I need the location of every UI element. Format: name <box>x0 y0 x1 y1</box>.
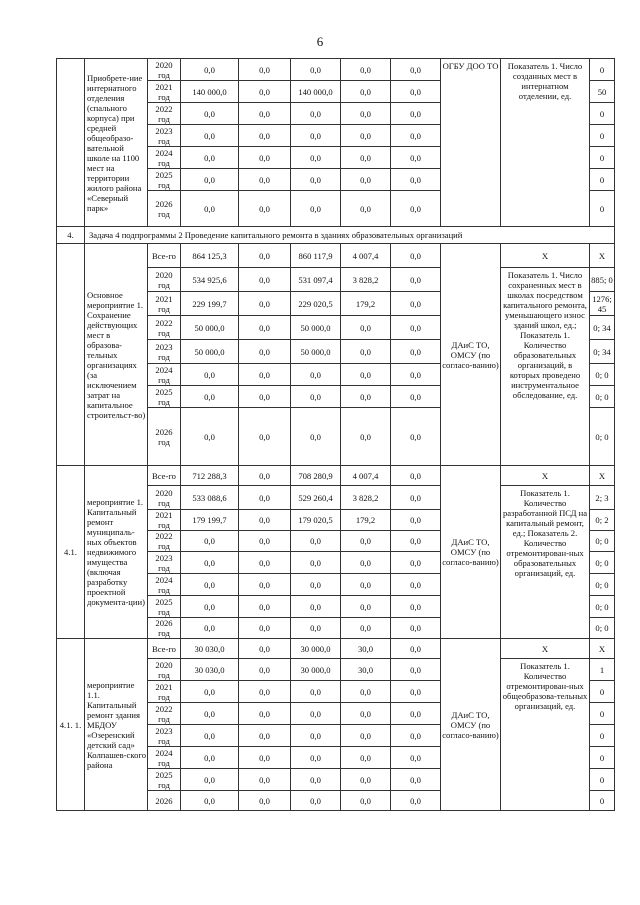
amount-cell: 0,0 <box>239 531 291 552</box>
year-cell: 2022 год <box>148 316 181 340</box>
amount-cell: 0,0 <box>391 292 441 316</box>
indicator-value: 0 <box>590 703 615 725</box>
indicator-value: Х <box>590 466 615 486</box>
amount-cell: 0,0 <box>391 268 441 292</box>
amount-cell: 0,0 <box>181 703 239 725</box>
amount-cell: 0,0 <box>391 703 441 725</box>
amount-cell: 0,0 <box>239 618 291 639</box>
year-cell: 2026 год <box>148 618 181 639</box>
amount-cell: 0,0 <box>291 574 341 596</box>
amount-cell: 0,0 <box>239 574 291 596</box>
indicator-value: 1276; 45 <box>590 292 615 316</box>
amount-cell: 0,0 <box>391 147 441 169</box>
amount-cell: 0,0 <box>181 103 239 125</box>
indicator-value: 0; 34 <box>590 316 615 340</box>
amount-cell: 179,2 <box>341 510 391 531</box>
amount-cell: 50 000,0 <box>291 316 341 340</box>
amount-cell: 0,0 <box>239 147 291 169</box>
amount-cell: 0,0 <box>239 681 291 703</box>
amount-cell: 0,0 <box>291 703 341 725</box>
indicator-value: 0 <box>590 747 615 769</box>
amount-cell: 0,0 <box>341 725 391 747</box>
year-cell: 2022 год <box>148 103 181 125</box>
amount-cell: 864 125,3 <box>181 244 239 268</box>
row-number <box>57 244 85 466</box>
indicator-value: 0; 0 <box>590 552 615 574</box>
amount-cell: 0,0 <box>291 191 341 227</box>
amount-cell: 0,0 <box>239 81 291 103</box>
year-cell: 2025 год <box>148 769 181 791</box>
amount-cell: 0,0 <box>391 244 441 268</box>
amount-cell: 0,0 <box>239 244 291 268</box>
amount-cell: 0,0 <box>341 364 391 386</box>
amount-cell: 0,0 <box>391 596 441 618</box>
year-cell: 2023 год <box>148 725 181 747</box>
indicator-value: 0; 0 <box>590 408 615 466</box>
amount-cell: 0,0 <box>291 552 341 574</box>
amount-cell: 0,0 <box>341 147 391 169</box>
amount-cell: 0,0 <box>391 531 441 552</box>
amount-cell: 0,0 <box>341 81 391 103</box>
amount-cell: 50 000,0 <box>181 316 239 340</box>
row-number: 4.1. 1. <box>57 639 85 811</box>
indicator-x: Х <box>501 244 590 268</box>
amount-cell: 0,0 <box>239 747 291 769</box>
amount-cell: 30 000,0 <box>291 639 341 659</box>
year-cell: 2022 год <box>148 703 181 725</box>
measure-name: Приобрете-ние интернатного отделения (спального корпуса) при средней общеобразо-вательной школе на 1100 мест на территории жилого района «Северный парк» <box>85 59 148 227</box>
year-cell: 2022 год <box>148 531 181 552</box>
amount-cell: 30,0 <box>341 639 391 659</box>
year-cell: 2023 год <box>148 552 181 574</box>
amount-cell: 0,0 <box>239 466 291 486</box>
amount-cell: 0,0 <box>239 769 291 791</box>
amount-cell: 0,0 <box>239 552 291 574</box>
amount-cell: 0,0 <box>181 552 239 574</box>
table-row <box>57 244 615 268</box>
amount-cell: 0,0 <box>291 531 341 552</box>
indicator-value: 0 <box>590 725 615 747</box>
year-cell: Все-го <box>148 639 181 659</box>
year-cell: 2023 год <box>148 340 181 364</box>
amount-cell: 0,0 <box>291 791 341 811</box>
measure-name: мероприятие 1.1. Капитальный ремонт здания МБДОУ «Озеренский детский сад» Колпашев-ского района <box>85 639 148 811</box>
page-number: 6 <box>316 34 324 49</box>
amount-cell: 0,0 <box>239 59 291 81</box>
amount-cell: 0,0 <box>181 364 239 386</box>
amount-cell: 0,0 <box>291 725 341 747</box>
amount-cell: 0,0 <box>391 81 441 103</box>
year-cell: 2024 год <box>148 147 181 169</box>
year-cell: 2020 год <box>148 486 181 510</box>
indicator-value: 0; 2 <box>590 510 615 531</box>
amount-cell: 0,0 <box>181 681 239 703</box>
task-number: 4. <box>57 227 85 244</box>
amount-cell: 860 117,9 <box>291 244 341 268</box>
amount-cell: 0,0 <box>391 466 441 486</box>
indicator-value: 2; 3 <box>590 486 615 510</box>
indicator-value: 0 <box>590 125 615 147</box>
executor-cell: ДАиС ТО, ОМСУ (по согласо-ванию) <box>441 466 501 639</box>
amount-cell: 0,0 <box>291 618 341 639</box>
year-cell: 2020 год <box>148 268 181 292</box>
amount-cell: 712 288,3 <box>181 466 239 486</box>
indicator-value: 50 <box>590 81 615 103</box>
amount-cell: 0,0 <box>239 486 291 510</box>
executor-cell: ДАиС ТО, ОМСУ (по согласо-ванию) <box>441 244 501 466</box>
amount-cell: 3 828,2 <box>341 268 391 292</box>
indicator-value: 0; 0 <box>590 386 615 408</box>
amount-cell: 0,0 <box>239 340 291 364</box>
amount-cell: 0,0 <box>391 125 441 147</box>
amount-cell: 0,0 <box>239 169 291 191</box>
amount-cell: 0,0 <box>181 725 239 747</box>
indicator-value: 885; 0 <box>590 268 615 292</box>
amount-cell: 0,0 <box>291 169 341 191</box>
amount-cell: 0,0 <box>239 791 291 811</box>
indicator-value: Х <box>590 244 615 268</box>
amount-cell: 0,0 <box>341 596 391 618</box>
amount-cell: 0,0 <box>181 147 239 169</box>
table-row <box>57 639 615 659</box>
indicator-text: Показатель 1. Число созданных мест в интернатном отделении, ед. <box>501 59 590 227</box>
year-cell: 2021 год <box>148 81 181 103</box>
amount-cell: 0,0 <box>391 408 441 466</box>
amount-cell: 0,0 <box>181 191 239 227</box>
amount-cell: 0,0 <box>181 59 239 81</box>
amount-cell: 0,0 <box>291 125 341 147</box>
year-cell: 2025 год <box>148 386 181 408</box>
amount-cell: 0,0 <box>391 103 441 125</box>
amount-cell: 0,0 <box>391 340 441 364</box>
amount-cell: 531 097,4 <box>291 268 341 292</box>
amount-cell: 0,0 <box>291 59 341 81</box>
indicator-text: Показатель 1. Количество отремонтирован-ных общеобразова-тельных организаций, ед. <box>501 659 590 811</box>
amount-cell: 0,0 <box>341 191 391 227</box>
indicator-value: 0 <box>590 59 615 81</box>
amount-cell: 0,0 <box>291 408 341 466</box>
amount-cell: 229 199,7 <box>181 292 239 316</box>
amount-cell: 0,0 <box>181 618 239 639</box>
amount-cell: 0,0 <box>341 791 391 811</box>
amount-cell: 0,0 <box>391 681 441 703</box>
amount-cell: 0,0 <box>239 408 291 466</box>
amount-cell: 0,0 <box>341 340 391 364</box>
table-row <box>57 59 615 81</box>
amount-cell: 0,0 <box>391 191 441 227</box>
amount-cell: 0,0 <box>341 125 391 147</box>
year-cell: 2025 год <box>148 169 181 191</box>
amount-cell: 179 199,7 <box>181 510 239 531</box>
amount-cell: 0,0 <box>239 364 291 386</box>
amount-cell: 0,0 <box>239 103 291 125</box>
amount-cell: 0,0 <box>291 681 341 703</box>
amount-cell: 0,0 <box>341 531 391 552</box>
amount-cell: 0,0 <box>239 268 291 292</box>
amount-cell: 0,0 <box>341 316 391 340</box>
amount-cell: 229 020,5 <box>291 292 341 316</box>
amount-cell: 0,0 <box>291 769 341 791</box>
amount-cell: 0,0 <box>391 639 441 659</box>
amount-cell: 0,0 <box>291 596 341 618</box>
indicator-x: Х <box>501 639 590 659</box>
indicator-x: Х <box>501 466 590 486</box>
amount-cell: 0,0 <box>239 725 291 747</box>
amount-cell: 30 030,0 <box>181 639 239 659</box>
year-cell: 2025 год <box>148 596 181 618</box>
indicator-value: 0 <box>590 169 615 191</box>
amount-cell: 0,0 <box>239 386 291 408</box>
indicator-value: 0 <box>590 103 615 125</box>
amount-cell: 533 088,6 <box>181 486 239 510</box>
indicator-value: 0; 0 <box>590 618 615 639</box>
amount-cell: 179 020,5 <box>291 510 341 531</box>
amount-cell: 0,0 <box>391 659 441 681</box>
amount-cell: 30,0 <box>341 659 391 681</box>
amount-cell: 0,0 <box>291 364 341 386</box>
amount-cell: 4 007,4 <box>341 466 391 486</box>
amount-cell: 0,0 <box>181 747 239 769</box>
amount-cell: 0,0 <box>391 316 441 340</box>
executor-cell: ДАиС ТО, ОМСУ (по согласо-ванию) <box>441 639 501 811</box>
year-cell: 2026 год <box>148 408 181 466</box>
amount-cell: 0,0 <box>181 574 239 596</box>
amount-cell: 534 925,6 <box>181 268 239 292</box>
amount-cell: 708 280,9 <box>291 466 341 486</box>
amount-cell: 0,0 <box>239 292 291 316</box>
indicator-value: 0 <box>590 681 615 703</box>
executor-cell: ОГБУ ДОО ТО <box>441 59 501 227</box>
amount-cell: 0,0 <box>341 103 391 125</box>
row-number: 4.1. <box>57 466 85 639</box>
year-cell: 2020 год <box>148 59 181 81</box>
amount-cell: 0,0 <box>341 386 391 408</box>
program-table <box>56 58 615 811</box>
amount-cell: 0,0 <box>181 769 239 791</box>
amount-cell: 0,0 <box>239 316 291 340</box>
measure-name: мероприятие 1. Капитальный ремонт муниципаль-ных объектов недвижимого имущества (включая разработку проектной документа-ции) <box>85 466 148 639</box>
indicator-value: Х <box>590 639 615 659</box>
amount-cell: 3 828,2 <box>341 486 391 510</box>
amount-cell: 30 000,0 <box>291 659 341 681</box>
indicator-text: Показатель 1. Количество разработанной ПСД на капитальный ремонт, ед.; Показатель 2. Количество отремонтирован-ных образовательных организаций, ед. <box>501 486 590 639</box>
amount-cell: 0,0 <box>391 618 441 639</box>
year-cell: 2024 год <box>148 364 181 386</box>
amount-cell: 0,0 <box>391 574 441 596</box>
amount-cell: 0,0 <box>341 169 391 191</box>
indicator-value: 0; 0 <box>590 531 615 552</box>
indicator-value: 0; 0 <box>590 596 615 618</box>
amount-cell: 0,0 <box>391 769 441 791</box>
amount-cell: 30 030,0 <box>181 659 239 681</box>
amount-cell: 0,0 <box>341 408 391 466</box>
year-cell: 2024 год <box>148 574 181 596</box>
amount-cell: 4 007,4 <box>341 244 391 268</box>
task-title: Задача 4 подпрограммы 2 Проведение капитального ремонта в зданиях образовательных организаций <box>85 227 615 244</box>
amount-cell: 0,0 <box>181 531 239 552</box>
amount-cell: 0,0 <box>239 659 291 681</box>
amount-cell: 529 260,4 <box>291 486 341 510</box>
indicator-value: 1 <box>590 659 615 681</box>
amount-cell: 0,0 <box>391 791 441 811</box>
year-cell: Все-го <box>148 466 181 486</box>
amount-cell: 0,0 <box>391 364 441 386</box>
year-cell: 2024 год <box>148 747 181 769</box>
amount-cell: 140 000,0 <box>181 81 239 103</box>
year-cell: 2021 год <box>148 681 181 703</box>
amount-cell: 0,0 <box>181 169 239 191</box>
amount-cell: 0,0 <box>291 103 341 125</box>
indicator-value: 0 <box>590 791 615 811</box>
measure-name: Основное мероприятие 1. Сохранение действующих мест в образова-тельных организациях (за исключением затрат на капитальное строительст-во) <box>85 244 148 466</box>
amount-cell: 0,0 <box>391 59 441 81</box>
amount-cell: 0,0 <box>291 147 341 169</box>
amount-cell: 0,0 <box>341 769 391 791</box>
amount-cell: 0,0 <box>239 596 291 618</box>
amount-cell: 50 000,0 <box>291 340 341 364</box>
indicator-value: 0 <box>590 147 615 169</box>
year-cell: Все-го <box>148 244 181 268</box>
year-cell: 2020 год <box>148 659 181 681</box>
amount-cell: 0,0 <box>391 486 441 510</box>
amount-cell: 0,0 <box>181 408 239 466</box>
amount-cell: 0,0 <box>291 386 341 408</box>
indicator-value: 0; 34 <box>590 340 615 364</box>
amount-cell: 0,0 <box>239 125 291 147</box>
amount-cell: 0,0 <box>391 552 441 574</box>
year-cell: 2023 год <box>148 125 181 147</box>
amount-cell: 0,0 <box>239 191 291 227</box>
amount-cell: 0,0 <box>239 510 291 531</box>
amount-cell: 0,0 <box>341 618 391 639</box>
task-row <box>57 227 615 244</box>
amount-cell: 0,0 <box>391 510 441 531</box>
amount-cell: 0,0 <box>239 703 291 725</box>
amount-cell: 0,0 <box>291 747 341 769</box>
indicator-value: 0 <box>590 769 615 791</box>
year-cell: 2021 год <box>148 292 181 316</box>
amount-cell: 0,0 <box>391 747 441 769</box>
indicator-value: 0 <box>590 191 615 227</box>
amount-cell: 0,0 <box>181 791 239 811</box>
amount-cell: 0,0 <box>391 386 441 408</box>
amount-cell: 0,0 <box>341 574 391 596</box>
amount-cell: 179,2 <box>341 292 391 316</box>
indicator-value: 0; 0 <box>590 364 615 386</box>
year-cell: 2021 год <box>148 510 181 531</box>
amount-cell: 0,0 <box>181 386 239 408</box>
year-cell: 2026 год <box>148 191 181 227</box>
amount-cell: 0,0 <box>391 725 441 747</box>
year-cell: 2026 <box>148 791 181 811</box>
amount-cell: 140 000,0 <box>291 81 341 103</box>
amount-cell: 50 000,0 <box>181 340 239 364</box>
amount-cell: 0,0 <box>391 169 441 191</box>
amount-cell: 0,0 <box>239 639 291 659</box>
amount-cell: 0,0 <box>181 125 239 147</box>
amount-cell: 0,0 <box>341 681 391 703</box>
table-row <box>57 466 615 486</box>
table-body <box>57 59 615 811</box>
amount-cell: 0,0 <box>181 596 239 618</box>
amount-cell: 0,0 <box>341 703 391 725</box>
amount-cell: 0,0 <box>341 747 391 769</box>
amount-cell: 0,0 <box>341 552 391 574</box>
indicator-value: 0; 0 <box>590 574 615 596</box>
row-number <box>57 59 85 227</box>
indicator-text: Показатель 1. Число сохраненных мест в школах посредством капитального ремонта, уменьшающего износ зданий школ, ед.; Показатель 1. Количество образовательных организаций, в которых проведено инструментальное обследование, ед. <box>501 268 590 466</box>
amount-cell: 0,0 <box>341 59 391 81</box>
